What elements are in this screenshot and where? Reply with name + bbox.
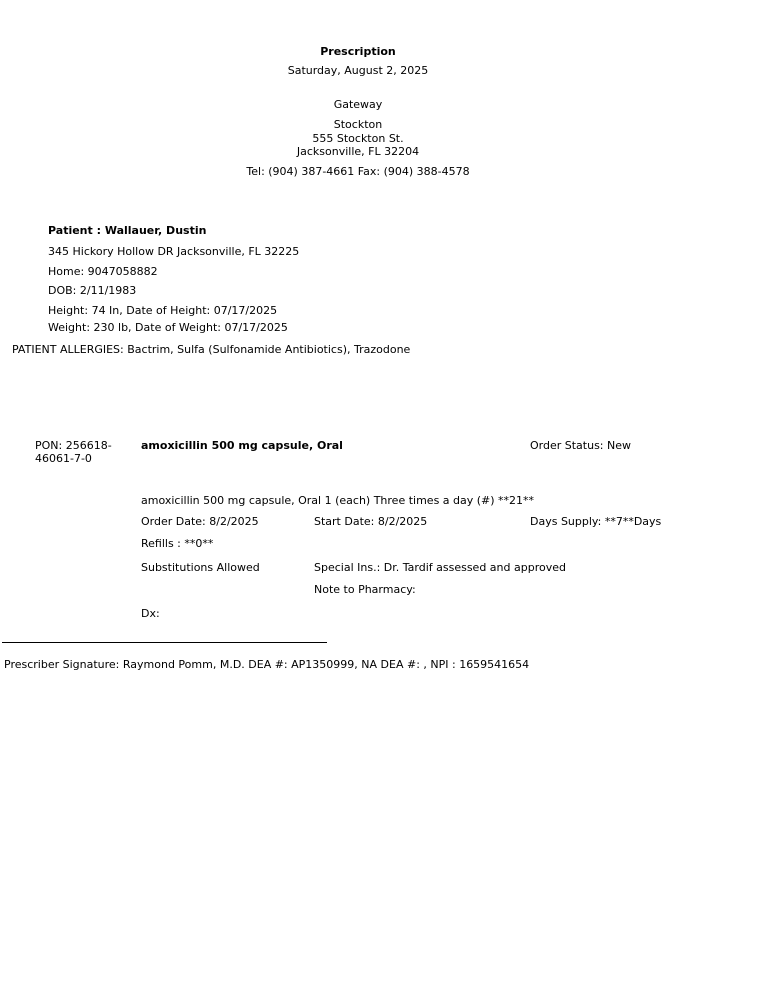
- prescriber-signature: Prescriber Signature: Raymond Pomm, M.D. DEA #: AP1350999, NA DEA #: , NPI : 1659541654: [4, 658, 530, 671]
- patient-home-phone: Home: 9047058882: [48, 265, 158, 278]
- patient-address: 345 Hickory Hollow DR Jacksonville, FL 32225: [48, 245, 300, 258]
- pharmacy-address-line2: Jacksonville, FL 32204: [296, 145, 420, 158]
- order-date: Order Date: 8/2/2025: [141, 515, 259, 528]
- pon-number-line2: 46061-7-0: [35, 452, 92, 465]
- order-status: Order Status: New: [530, 439, 632, 452]
- prescription-date: Saturday, August 2, 2025: [287, 64, 429, 77]
- patient-height: Height: 74 In, Date of Height: 07/17/2025: [48, 304, 278, 317]
- days-supply: Days Supply: **7**Days: [530, 515, 662, 528]
- special-instructions: Special Ins.: Dr. Tardif assessed and approved: [314, 561, 566, 574]
- start-date: Start Date: 8/2/2025: [314, 515, 428, 528]
- note-to-pharmacy: Note to Pharmacy:: [314, 583, 416, 596]
- pharmacy-location: Stockton: [333, 118, 383, 131]
- signature-line: [2, 642, 327, 643]
- pharmacy-address-line1: 555 Stockton St.: [312, 132, 404, 145]
- refills: Refills : **0**: [141, 537, 214, 550]
- patient-weight: Weight: 230 lb, Date of Weight: 07/17/2025: [48, 321, 288, 334]
- pharmacy-name: Gateway: [333, 98, 383, 111]
- patient-allergies: PATIENT ALLERGIES: Bactrim, Sulfa (Sulfonamide Antibiotics), Trazodone: [12, 343, 411, 356]
- diagnosis: Dx:: [141, 607, 160, 620]
- patient-name: Patient : Wallauer, Dustin: [48, 224, 207, 237]
- pharmacy-phone-fax: Tel: (904) 387-4661 Fax: (904) 388-4578: [246, 165, 470, 178]
- substitutions: Substitutions Allowed: [141, 561, 260, 574]
- document-title: Prescription: [320, 45, 396, 58]
- pon-number-line1: PON: 256618-: [35, 439, 112, 452]
- sig-instructions: amoxicillin 500 mg capsule, Oral 1 (each) Three times a day (#) **21**: [141, 494, 535, 507]
- drug-title: amoxicillin 500 mg capsule, Oral: [141, 439, 343, 452]
- patient-dob: DOB: 2/11/1983: [48, 284, 137, 297]
